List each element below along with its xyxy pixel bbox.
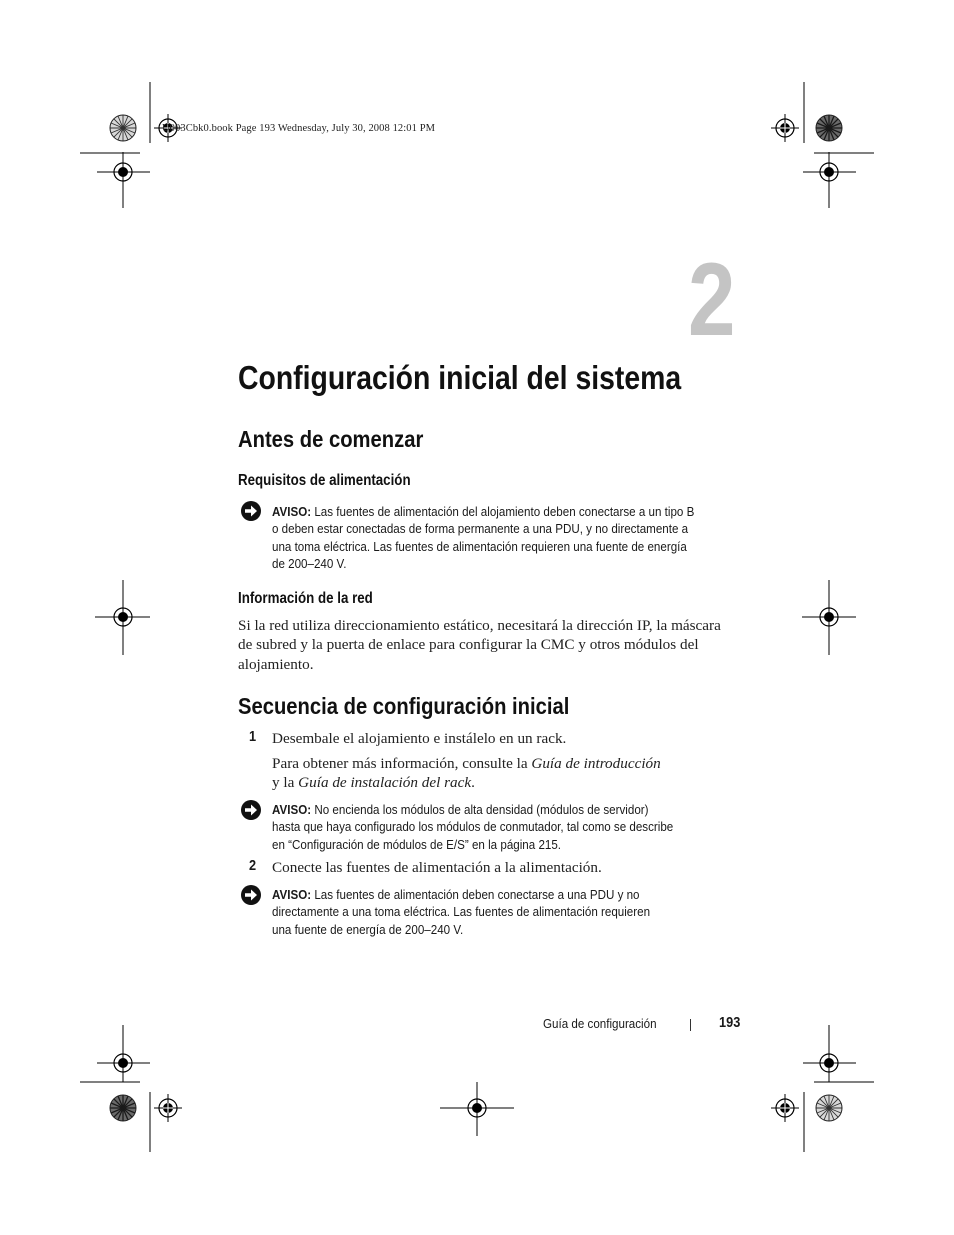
more-info-text: y la (272, 774, 299, 792)
chapter-number: 2 (688, 242, 736, 358)
notice-line: una fuente de energía de 200–240 V. (272, 921, 464, 937)
step-number-1: 1 (249, 729, 257, 745)
more-info-paragraph (272, 754, 661, 793)
paragraph-line: de subred y la puerta de enlace para configurar la CMC y otros módulos del (238, 636, 699, 654)
notice-arrow-icon (240, 799, 262, 821)
notice-line: en “Configuración de módulos de E/S” en la página 215. (272, 836, 562, 852)
notice-line: hasta que haya configurado los módulos de conmutador, tal como se describe (272, 819, 674, 835)
notice-power-on (272, 801, 747, 853)
notice-line: Las fuentes de alimentación del alojamiento deben conectarse a un tipo B (314, 504, 695, 519)
notice-power (272, 503, 747, 573)
notice-line: de 200–240 V. (272, 556, 347, 572)
network-paragraph (238, 616, 721, 674)
notice-line: Las fuentes de alimentación deben conectarse a una PDU y no (314, 887, 640, 902)
section-heading-secuencia: Secuencia de configuración inicial (238, 693, 570, 719)
paragraph-line: Si la red utiliza direccionamiento estático, necesitará la dirección IP, la máscara (238, 617, 721, 634)
notice-line: una toma eléctrica. Las fuentes de alimentación requieren una fuente de energía (272, 538, 687, 554)
guide-title-rack: Guía de instalación del rack (298, 774, 472, 792)
notice-line: o deben estar conectadas de forma permanente a una PDU, y no directamente a (272, 521, 689, 537)
notice-label: AVISO: (272, 887, 312, 902)
step-text-1: Desembale el alojamiento e instálelo en un rack. (272, 730, 567, 747)
notice-arrow-icon (240, 500, 262, 522)
subheading-informacion-red: Información de la red (238, 590, 373, 607)
paragraph-line: alojamiento. (238, 655, 314, 673)
page-number: 193 (719, 1015, 741, 1031)
chapter-title: Configuración inicial del sistema (238, 359, 682, 396)
footer-guide-label: Guía de configuración (543, 1016, 657, 1031)
step-text-2: Conecte las fuentes de alimentación a la alimentación. (272, 859, 602, 876)
notice-label: AVISO: (272, 802, 312, 817)
print-header: U003Cbk0.book Page 193 Wednesday, July 30, 2008 12:01 PM (162, 123, 436, 134)
notice-arrow-icon (240, 884, 262, 906)
more-info-text: Para obtener más información, consulte la (272, 755, 532, 772)
step-number-2: 2 (249, 858, 257, 874)
more-info-text: . (471, 774, 475, 792)
notice-label: AVISO: (272, 504, 312, 519)
footer-separator (690, 1019, 691, 1031)
subheading-requisitos: Requisitos de alimentación (238, 472, 411, 489)
section-heading-antes: Antes de comenzar (238, 426, 424, 452)
notice-line: directamente a una toma eléctrica. Las fuentes de alimentación requieren (272, 904, 651, 920)
guide-title-intro: Guía de introducción (531, 755, 661, 772)
notice-pdu (272, 886, 747, 938)
notice-line: No encienda los módulos de alta densidad (módulos de servidor) (314, 802, 649, 817)
